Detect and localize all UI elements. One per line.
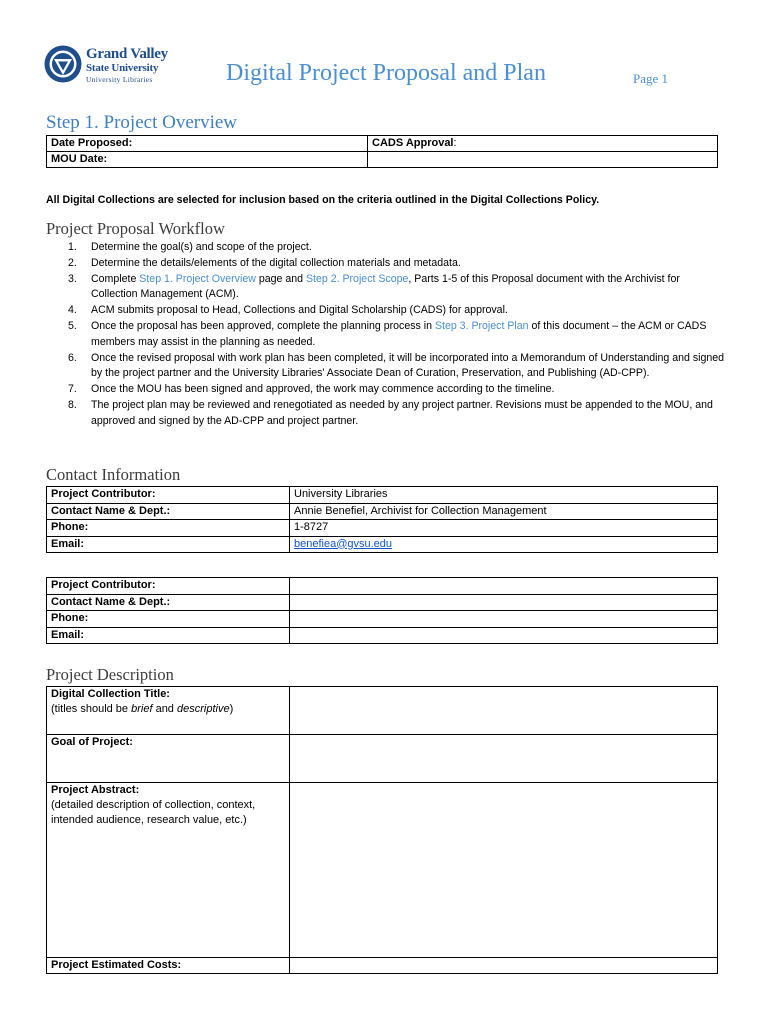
list-item: [46, 272, 726, 304]
step3-reference[interactable]: Step 3. Project Plan: [434, 319, 529, 332]
contact-label: Project Contributor:: [47, 487, 290, 504]
table-row: [47, 136, 718, 152]
contact-value[interactable]: [290, 594, 718, 611]
costs-value[interactable]: [290, 958, 718, 974]
goal-label: Goal of Project:: [47, 735, 290, 783]
list-text: The project plan may be reviewed and renegotiated as needed by any project partner. Revisions must be appended to the MOU, and approved and signed by the AD-CPP and project partner.: [91, 398, 713, 427]
logo-line-3: University Libraries: [86, 75, 153, 84]
collection-title-value[interactable]: [290, 687, 718, 735]
contact-table-1: [46, 486, 718, 553]
policy-note: All Digital Collections are selected for inclusion based on the criteria outlined in the Digital Collections Policy.: [46, 194, 600, 206]
table-row: [47, 687, 718, 735]
list-text: Determine the goal(s) and scope of the project.: [91, 241, 312, 253]
mou-date-label: MOU Date:: [47, 152, 368, 168]
list-number: 2.: [68, 256, 77, 269]
collection-title-hint: [51, 702, 285, 717]
collection-title-label-cell: [47, 687, 290, 735]
cads-approval-label: CADS Approval: [372, 137, 454, 149]
table-row: [47, 487, 718, 504]
list-text: Once the proposal has been approved, complete the planning process in: [91, 319, 435, 332]
contact-value[interactable]: [290, 611, 718, 628]
hint-text: ): [229, 703, 234, 715]
table-row: [47, 503, 718, 520]
step1-heading: Step 1. Project Overview: [46, 112, 238, 133]
contact-value[interactable]: Annie Benefiel, Archivist for Collection Management: [290, 503, 718, 520]
contact-value[interactable]: [290, 578, 718, 595]
step2-reference[interactable]: Step 2. Project Scope: [305, 272, 409, 285]
mou-date-value[interactable]: [368, 152, 718, 168]
list-number: 5.: [68, 319, 77, 332]
email-link[interactable]: benefiea@gvsu.edu: [294, 537, 393, 550]
list-text: , Parts 1-5 of this Proposal document with the Archivist for Collection Management (ACM).: [91, 272, 680, 301]
table-row: [47, 627, 718, 644]
description-table: [46, 686, 718, 974]
contact-label: Contact Name & Dept.:: [47, 503, 290, 520]
logo-line-2: State University: [86, 62, 159, 74]
table-row: [47, 783, 718, 958]
abstract-label-cell: [47, 783, 290, 958]
list-item: [46, 398, 726, 430]
abstract-label: Project Abstract:: [51, 784, 140, 796]
contact-value[interactable]: [290, 627, 718, 644]
hint-emphasis: brief: [131, 703, 153, 715]
hint-emphasis: descriptive: [176, 703, 230, 715]
hint-text: and: [152, 703, 177, 715]
step1-reference[interactable]: Step 1. Project Overview: [139, 272, 256, 285]
contact-value[interactable]: University Libraries: [290, 487, 718, 504]
list-item: [46, 319, 726, 351]
table-row: [47, 958, 718, 974]
abstract-hint: (detailed description of collection, context, intended audience, research value, etc.): [51, 799, 256, 826]
table-row: [47, 594, 718, 611]
list-number: 3.: [68, 272, 77, 285]
list-item: [46, 256, 726, 272]
hint-text: (titles should be: [51, 703, 132, 715]
table-row: [47, 520, 718, 537]
costs-label: Project Estimated Costs:: [47, 958, 290, 974]
list-number: 7.: [68, 383, 77, 396]
list-text: ACM submits proposal to Head, Collections and Digital Scholarship (CADS) for approval.: [91, 304, 508, 317]
contact-label: Contact Name & Dept.:: [47, 594, 290, 611]
description-heading: Project Description: [46, 665, 174, 684]
contact-label: Phone:: [47, 611, 290, 628]
table-row: [47, 578, 718, 595]
table-row: [47, 152, 718, 168]
table-row: [47, 536, 718, 553]
list-number: 1.: [68, 241, 77, 253]
workflow-list: [46, 240, 726, 430]
logo-line-1: Grand Valley: [86, 46, 168, 62]
contact-value[interactable]: 1-8727: [290, 520, 718, 537]
list-number: 6.: [68, 351, 77, 364]
goal-value[interactable]: [290, 735, 718, 783]
gvsu-logo: [44, 45, 184, 87]
list-item: [46, 240, 726, 256]
contact-label: Email:: [47, 627, 290, 644]
list-item: [46, 351, 726, 383]
workflow-heading: Project Proposal Workflow: [46, 219, 225, 238]
contact-table-2: [46, 577, 718, 644]
list-text: Once the revised proposal with work plan has been completed, it will be incorporated into a Memorandum of Understanding and signed by the project partner and the University Libraries' Associate Dean of Curation, Preservation, and Publishing (AD-CPP).: [91, 351, 725, 380]
list-text: Once the MOU has been signed and approved, the work may commence according to the timeline.: [91, 383, 555, 396]
abstract-value[interactable]: [290, 783, 718, 958]
step1-overview-table: [46, 135, 718, 168]
list-text: Determine the details/elements of the digital collection materials and metadata.: [91, 256, 461, 269]
list-item: [46, 382, 726, 398]
contact-label: Project Contributor:: [47, 578, 290, 595]
list-text: of this document – the ACM or CADS members may assist in the planning as needed.: [91, 319, 707, 348]
page-number: Page 1: [633, 71, 669, 86]
contact-heading: Contact Information: [46, 465, 181, 484]
date-proposed-label: Date Proposed:: [47, 136, 368, 152]
contact-label: Phone:: [47, 520, 290, 537]
list-number: 4.: [68, 304, 77, 317]
table-row: [47, 611, 718, 628]
list-text: page and: [255, 272, 306, 285]
table-row: [47, 735, 718, 783]
cads-approval-cell[interactable]: [368, 136, 718, 152]
list-text: Complete: [91, 272, 140, 285]
contact-label: Email:: [47, 536, 290, 553]
contact-email-cell: [290, 536, 718, 553]
cads-approval-colon: :: [453, 137, 457, 149]
document-title: Digital Project Proposal and Plan: [226, 60, 546, 86]
logo-wordmark: [86, 47, 168, 84]
collection-title-label: Digital Collection Title:: [51, 688, 170, 700]
list-item: [46, 303, 726, 319]
gvsu-shield-icon: [44, 45, 82, 83]
list-number: 8.: [68, 398, 77, 411]
